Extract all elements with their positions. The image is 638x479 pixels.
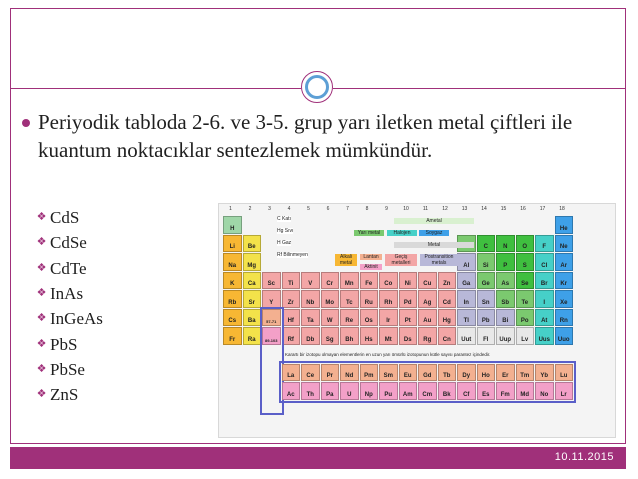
element-cell: Cd xyxy=(438,290,457,308)
element-cell: O xyxy=(516,235,535,253)
element-cell: Bh xyxy=(340,327,359,345)
element-cell: U xyxy=(340,382,359,400)
compound-list xyxy=(36,205,103,407)
footer-bar xyxy=(10,447,626,469)
element-cell: Ru xyxy=(360,290,379,308)
element-cell: Sc xyxy=(262,272,281,290)
element-cell: Ge xyxy=(477,272,496,290)
element-cell: Cn xyxy=(438,327,457,345)
element-cell: Ds xyxy=(399,327,418,345)
f-block-rows-outline xyxy=(279,361,577,403)
element-cell: Cm xyxy=(418,382,437,400)
element-cell: Sg xyxy=(321,327,340,345)
element-cell: Tb xyxy=(438,364,457,382)
element-cell: Pa xyxy=(321,382,340,400)
element-cell: W xyxy=(321,309,340,327)
compound-item xyxy=(36,230,103,255)
element-cell: Fe xyxy=(360,272,379,290)
group-number: 16 xyxy=(520,206,526,212)
main-bullet-text: Periyodik tabloda 2-6. ve 3-5. grup yarı iletken metal çiftleri ile kuantum noktacıklar sentezlemek mümkündür. xyxy=(38,110,573,162)
legend-entry: Rf Bilinmeyen xyxy=(277,252,308,258)
element-cell: Se xyxy=(516,272,535,290)
category-legend: Geçiş metalleri xyxy=(385,254,417,266)
element-cell: Er xyxy=(496,364,515,382)
element-cell: Co xyxy=(379,272,398,290)
divider-right xyxy=(333,88,626,89)
element-cell: Pb xyxy=(477,309,496,327)
element-cell: Sm xyxy=(379,364,398,382)
periodic-table-image xyxy=(218,203,616,438)
element-cell: In xyxy=(457,290,476,308)
element-cell: Ni xyxy=(399,272,418,290)
bullet-dot-icon xyxy=(22,119,30,127)
element-cell: Fm xyxy=(496,382,515,400)
element-cell: He xyxy=(555,216,574,234)
element-cell: Rg xyxy=(418,327,437,345)
element-cell: Ce xyxy=(301,364,320,382)
element-cell: Bi xyxy=(496,309,515,327)
element-cell: Cu xyxy=(418,272,437,290)
compound-item xyxy=(36,256,103,281)
category-legend: Soygaz xyxy=(419,230,449,236)
compound-item xyxy=(36,382,103,407)
compound-label: PbSe xyxy=(50,359,85,379)
element-cell: Rb xyxy=(223,290,242,308)
element-cell: Po xyxy=(516,309,535,327)
compound-label: InAs xyxy=(50,284,84,304)
element-cell: Pr xyxy=(321,364,340,382)
element-cell: Np xyxy=(360,382,379,400)
element-cell: Eu xyxy=(399,364,418,382)
element-cell: Mn xyxy=(340,272,359,290)
compound-label: CdS xyxy=(50,208,80,228)
element-cell: Al xyxy=(457,253,476,271)
element-cell: At xyxy=(535,309,554,327)
element-cell: Ta xyxy=(301,309,320,327)
element-cell: Rn xyxy=(555,309,574,327)
element-cell: La xyxy=(282,364,301,382)
element-cell: Uut xyxy=(457,327,476,345)
ornament-inner-ring-icon xyxy=(305,75,329,99)
element-cell: Ra xyxy=(243,327,262,345)
element-cell: Na xyxy=(223,253,242,271)
element-cell: Es xyxy=(477,382,496,400)
diamond-bullet-icon: ❖ xyxy=(36,337,47,350)
category-legend: Metal xyxy=(394,242,474,248)
diamond-bullet-icon: ❖ xyxy=(36,287,47,300)
element-cell: Cl xyxy=(535,253,554,271)
element-cell: No xyxy=(535,382,554,400)
element-cell: Md xyxy=(516,382,535,400)
element-cell: Re xyxy=(340,309,359,327)
element-cell: Uus xyxy=(535,327,554,345)
category-legend: Alkali metal xyxy=(335,254,357,266)
category-legend: Yarı metal xyxy=(354,230,384,236)
element-cell: Cs xyxy=(223,309,242,327)
group-number: 1 xyxy=(229,206,232,212)
element-cell: Lu xyxy=(555,364,574,382)
compound-item xyxy=(36,205,103,230)
group-number: 11 xyxy=(422,206,429,212)
compound-label: ZnS xyxy=(50,385,79,405)
element-cell: Ac xyxy=(282,382,301,400)
element-cell: Ag xyxy=(418,290,437,308)
element-cell: V xyxy=(301,272,320,290)
element-cell: Au xyxy=(418,309,437,327)
element-cell: Zr xyxy=(282,290,301,308)
element-cell: Te xyxy=(516,290,535,308)
element-cell: Pu xyxy=(379,382,398,400)
category-legend: Ametal xyxy=(394,218,474,224)
element-cell: Sn xyxy=(477,290,496,308)
element-cell: Pm xyxy=(360,364,379,382)
element-cell: Rf xyxy=(282,327,301,345)
group-number: 12 xyxy=(442,206,448,212)
group-number: 17 xyxy=(539,206,546,212)
slide-date: 10.11.2015 xyxy=(554,451,614,463)
compound-label: InGeAs xyxy=(50,309,103,329)
element-cell: Nd xyxy=(340,364,359,382)
element-cell: Br xyxy=(535,272,554,290)
series-marker-cell: 89-103 xyxy=(262,327,281,345)
group-number: 13 xyxy=(461,206,468,212)
element-cell: Tc xyxy=(340,290,359,308)
element-cell: Fr xyxy=(223,327,242,345)
element-cell: Pd xyxy=(399,290,418,308)
element-cell: Ir xyxy=(379,309,398,327)
element-cell: Ca xyxy=(243,272,262,290)
element-cell: Cf xyxy=(457,382,476,400)
element-cell: Th xyxy=(301,382,320,400)
diamond-bullet-icon: ❖ xyxy=(36,236,47,249)
series-marker-cell: 57-71 xyxy=(262,309,281,327)
element-cell: Hs xyxy=(360,327,379,345)
legend-entry: C Katı xyxy=(277,216,291,222)
group-number: 4 xyxy=(287,206,291,212)
group-number: 3 xyxy=(268,206,271,212)
element-cell: Li xyxy=(223,235,242,253)
element-cell: Bk xyxy=(438,382,457,400)
element-cell: C xyxy=(477,235,496,253)
compound-item xyxy=(36,306,103,331)
element-cell: Xe xyxy=(555,290,574,308)
element-cell: Mt xyxy=(379,327,398,345)
element-cell: Si xyxy=(477,253,496,271)
legend-entry: H Gaz xyxy=(277,240,292,246)
element-cell: K xyxy=(223,272,242,290)
group-number: 5 xyxy=(307,206,310,212)
divider-left xyxy=(10,88,301,89)
element-cell: P xyxy=(496,253,515,271)
element-cell: F xyxy=(535,235,554,253)
legend-entry: Hg Sıvı xyxy=(277,228,294,234)
group-number: 2 xyxy=(248,206,252,212)
diamond-bullet-icon: ❖ xyxy=(36,312,47,325)
element-cell: Zn xyxy=(438,272,457,290)
element-cell: Rh xyxy=(379,290,398,308)
group-number: 6 xyxy=(326,206,330,212)
element-cell: S xyxy=(516,253,535,271)
element-cell: Tl xyxy=(457,309,476,327)
element-cell: Be xyxy=(243,235,262,253)
element-cell: Uup xyxy=(496,327,515,345)
element-cell: H xyxy=(223,216,242,234)
element-cell: Mo xyxy=(321,290,340,308)
element-cell: Hf xyxy=(282,309,301,327)
category-legend: Halojen xyxy=(387,230,417,236)
group-number: 8 xyxy=(365,206,369,212)
element-cell: N xyxy=(496,235,515,253)
diamond-bullet-icon: ❖ xyxy=(36,388,47,401)
diamond-bullet-icon: ❖ xyxy=(36,362,47,375)
diamond-bullet-icon: ❖ xyxy=(36,211,47,224)
element-cell: Ti xyxy=(282,272,301,290)
element-cell: Sr xyxy=(243,290,262,308)
group-number: 15 xyxy=(500,206,507,212)
element-cell: Ho xyxy=(477,364,496,382)
element-cell: Hg xyxy=(438,309,457,327)
element-cell: Ne xyxy=(555,235,574,253)
compound-item xyxy=(36,357,103,382)
element-cell: Mg xyxy=(243,253,262,271)
category-legend: Lantan xyxy=(360,254,382,260)
element-cell: Y xyxy=(262,290,281,308)
element-cell: Dy xyxy=(457,364,476,382)
element-cell: Db xyxy=(301,327,320,345)
compound-label: PbS xyxy=(50,334,78,354)
element-cell: Yb xyxy=(535,364,554,382)
group-number: 7 xyxy=(346,206,349,212)
group-number: 14 xyxy=(481,206,487,212)
element-cell: I xyxy=(535,290,554,308)
group-number: 10 xyxy=(403,206,409,212)
element-cell: Lr xyxy=(555,382,574,400)
element-cell: Fl xyxy=(477,327,496,345)
category-legend: Aktinit xyxy=(360,264,382,270)
group-number: 9 xyxy=(385,206,388,212)
element-cell: Cr xyxy=(321,272,340,290)
compound-item xyxy=(36,331,103,356)
element-cell: Uuo xyxy=(555,327,574,345)
element-cell: Kr xyxy=(555,272,574,290)
category-legend: Postransition metals xyxy=(420,254,458,266)
compound-label: CdSe xyxy=(50,233,87,253)
element-cell: Ar xyxy=(555,253,574,271)
element-cell: Tm xyxy=(516,364,535,382)
diamond-bullet-icon: ❖ xyxy=(36,261,47,274)
element-cell: Lv xyxy=(516,327,535,345)
element-cell: Ba xyxy=(243,309,262,327)
element-cell: Nb xyxy=(301,290,320,308)
element-cell: As xyxy=(496,272,515,290)
element-cell: Pt xyxy=(399,309,418,327)
element-cell: Gd xyxy=(418,364,437,382)
compound-item xyxy=(36,281,103,306)
element-cell: Ga xyxy=(457,272,476,290)
group-number: 18 xyxy=(559,206,565,212)
table-note: Karartı bir izotopu olmayan elementlerin en uzun yarı ömürlü izotopunun kütle sayısı parantez içindedir. xyxy=(285,351,491,357)
element-cell: Os xyxy=(360,309,379,327)
element-cell: Sb xyxy=(496,290,515,308)
compound-label: CdTe xyxy=(50,258,87,278)
element-cell: Am xyxy=(399,382,418,400)
